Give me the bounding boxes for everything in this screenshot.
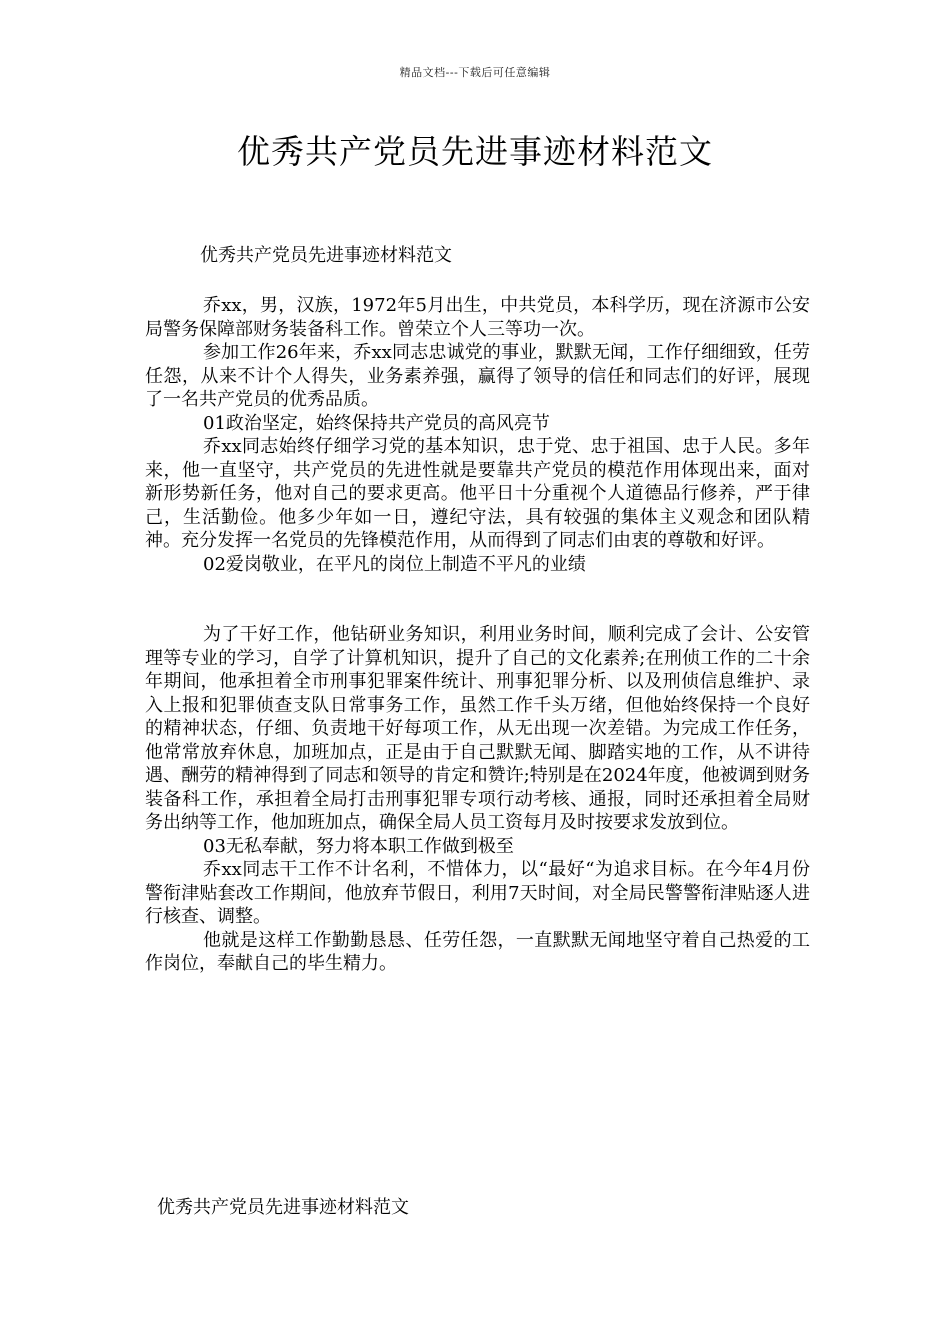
section-body-political: 乔xx同志始终仔细学习党的基本知识，忠于党、忠于祖国、忠于人民。多年来，他一直坚守，共产党员的先进性就是要靠共产党员的模范作用体现出来，面对新形势新任务，他对自己的要求更高。他平日十分重视个人道德品行修养，严于律己，生活勤俭。他多少年如一日，遵纪守法，具有较强的集体主义观念和团队精神。充分发挥一名党员的先锋模范作用，从而得到了同志们由衷的尊敬和好评。 bbox=[145, 436, 810, 551]
footer-title: 优秀共产党员先进事迹材料范文 bbox=[157, 1197, 409, 1218]
section-heading-selfless: 03无私奉献，努力将本职工作做到极至 bbox=[203, 835, 514, 857]
overview-paragraph: 参加工作26年来，乔xx同志忠诚党的事业，默默无闻，工作仔细细致，任劳任怨，从来不计个人得失，业务素养强，赢得了领导的信任和同志们的好评，展现了一名共产党员的优秀品质。 bbox=[145, 342, 810, 410]
document-subtitle: 优秀共产党员先进事迹材料范文 bbox=[200, 245, 452, 266]
closing-paragraph: 他就是这样工作勤勤恳恳、任劳任怨，一直默默无闻地坚守着自己热爱的工作岗位，奉献自己的毕生精力。 bbox=[145, 929, 810, 974]
page-header: 精品文档---下载后可任意编辑 bbox=[399, 66, 551, 79]
document-body bbox=[145, 244, 810, 976]
section-heading-political: 01政治坚定，始终保持共产党员的高风亮节 bbox=[203, 412, 550, 434]
section-body-dedication: 为了干好工作，他钻研业务知识，利用业务时间，顺利完成了会计、公安管理等专业的学习，自学了计算机知识，提升了自己的文化素养;在刑侦工作的二十余年期间，他承担着全市刑事犯罪案件统计、刑事犯罪分析、以及刑侦信息维护、录入上报和犯罪侦查支队日常事务工作，虽然工作千头万绪，但他始终保持一个良好的精神状态，仔细、负责地干好每项工作，从无出现一次差错。为完成工作任务，他常常放弃休息，加班加点，正是由于自己默默无闻、脚踏实地的工作，从不讲待遇、酬劳的精神得到了同志和领导的肯定和赞许;特别是在2024年度，他被调到财务装备科工作，承担着全局打击刑事犯罪专项行动考核、通报，同时还承担着全局财务出纳等工作，他加班加点，确保全局人员工资每月及时按要求发放到位。 bbox=[145, 624, 810, 833]
section-body-selfless: 乔xx同志干工作不计名利，不惜体力，以“最好“为追求目标。在今年4月份警衔津贴套改工作期间，他放弃节假日，利用7天时间，对全局民警警衔津贴逐人进行核查、调整。 bbox=[145, 859, 810, 927]
intro-paragraph: 乔xx，男，汉族，1972年5月出生，中共党员，本科学历，现在济源市公安局警务保障部财务装备科工作。曾荣立个人三等功一次。 bbox=[145, 295, 810, 340]
document-title: 优秀共产党员先进事迹材料范文 bbox=[237, 132, 713, 171]
section-heading-dedication: 02爱岗敬业，在平凡的岗位上制造不平凡的业绩 bbox=[203, 553, 586, 575]
paragraph-gap bbox=[145, 576, 810, 623]
